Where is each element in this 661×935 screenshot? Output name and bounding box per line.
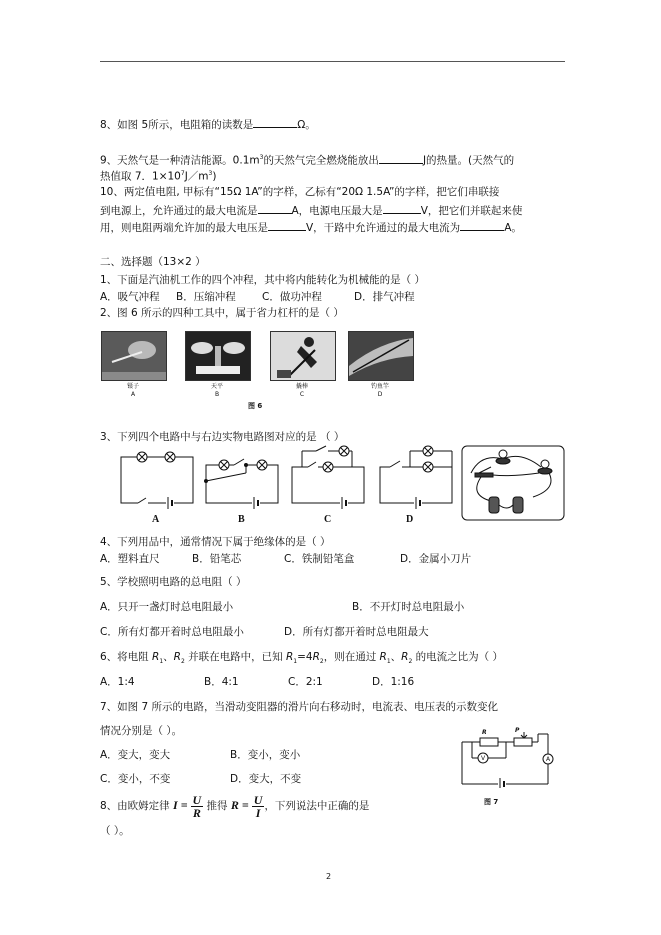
option-d[interactable]: D．变大，不变 bbox=[230, 773, 302, 785]
caption-b: 天平 B bbox=[210, 383, 223, 398]
option-a[interactable]: A．只开一盏灯时总电阻最小 bbox=[100, 601, 234, 613]
answer-blank[interactable] bbox=[268, 220, 306, 231]
question-8: 8、如图 5所示，电阻箱的读数是 Ω。 bbox=[100, 119, 316, 131]
option-b[interactable]: B．压缩冲程 bbox=[176, 291, 236, 303]
option-a[interactable]: A．吸气冲程 bbox=[100, 291, 160, 303]
option-c[interactable]: C．做功冲程 bbox=[262, 291, 322, 303]
option-b[interactable]: B．不开灯时总电阻最小 bbox=[352, 601, 465, 613]
choice-question-8: 8、由欧姆定律 I = $\frac{U}{R}$ 推得 R = $\frac{U}{I}$ ，下列说法中正确的是 bbox=[100, 792, 370, 820]
choice-6-options bbox=[100, 675, 414, 689]
page-number: 2 bbox=[326, 872, 332, 881]
option-d[interactable]: D．1:16 bbox=[372, 676, 415, 688]
ohm-fraction-2: $\frac{U}{I}$ bbox=[253, 792, 263, 820]
choice-1-options bbox=[100, 290, 415, 304]
section-title: 二、选择题（13×2 ） bbox=[100, 256, 206, 268]
choice-question-2: 2、图 6 所示的四种工具中，属于省力杠杆的是（ ） bbox=[100, 307, 344, 319]
ohm-fraction-1: $\frac{U}{R}$ bbox=[192, 792, 202, 820]
question-9-line-2: 热值取 7．$1\times 10^7J/m^3$) bbox=[100, 170, 217, 183]
choice-question-4: 4、下列用品中，通常情况下属于绝缘体的是（ ） bbox=[100, 536, 331, 548]
caption-c: 撬棒 C bbox=[295, 383, 308, 398]
choice-5-options-cd bbox=[100, 625, 429, 639]
circuit-b bbox=[202, 451, 282, 509]
choice-5-options-ab bbox=[100, 600, 464, 614]
option-c[interactable]: C．变小，不变 bbox=[100, 773, 171, 785]
question-10-line-3: 用，则电阻两端允许加的最大电压是 V，干路中允许通过的最大电流为 A。 bbox=[100, 222, 522, 234]
fig7-p-label: P bbox=[515, 727, 520, 734]
choice-question-3: 3、下列四个电路中与右边实物电路图对应的是 （ ） bbox=[100, 431, 345, 443]
caption-a: 镊子 A bbox=[126, 383, 139, 398]
ammeter-label: A bbox=[546, 756, 551, 763]
option-d[interactable]: D．所有灯都开着时总电阻最大 bbox=[284, 626, 429, 638]
option-c[interactable]: C．铁制铅笔盒 bbox=[284, 553, 355, 565]
circuit-a bbox=[118, 451, 196, 509]
choice-question-6: 6、将电阻 $R_1$、$R_2$ 并联在电路中，已知 $R_1=4R_2$，则在通过 $R_1$、$R_2$ 的电流之比为（ ） bbox=[100, 651, 503, 666]
figure-6-label: 图 6 bbox=[248, 402, 263, 410]
figure-7-circuit bbox=[458, 728, 554, 788]
circuit-d bbox=[376, 445, 456, 509]
choice-question-1: 1、下面是汽油机工作的四个冲程，其中将内能转化为机械能的是（ ） bbox=[100, 274, 426, 286]
choice-7-options-ab bbox=[100, 748, 300, 762]
header-rule bbox=[100, 61, 565, 62]
option-c[interactable]: C．2:1 bbox=[288, 676, 323, 688]
circuit-label-a: A bbox=[152, 514, 160, 525]
answer-blank[interactable] bbox=[460, 220, 504, 231]
balance-photo bbox=[185, 331, 251, 381]
option-d[interactable]: D．金属小刀片 bbox=[400, 553, 472, 565]
choice-question-8-line-2: （ ）。 bbox=[100, 825, 130, 837]
option-b[interactable]: B．4:1 bbox=[204, 676, 239, 688]
crowbar-photo bbox=[270, 331, 336, 381]
choice-question-7-line-1: 7、如图 7 所示的电路，当滑动变阻器的滑片向右移动时，电流表、电压表的示数变化 bbox=[100, 701, 499, 713]
choice-7-options-cd bbox=[100, 772, 301, 786]
circuit-label-d: D bbox=[406, 514, 414, 525]
choice-question-7-line-2: 情况分别是（ ）。 bbox=[100, 725, 183, 737]
option-a[interactable]: A．1:4 bbox=[100, 676, 135, 688]
option-a[interactable]: A．塑料直尺 bbox=[100, 553, 160, 565]
fishing-rod-photo bbox=[348, 331, 414, 381]
answer-blank[interactable] bbox=[383, 203, 421, 214]
caption-d: 钓鱼竿 D bbox=[370, 383, 389, 398]
option-b[interactable]: B．变小，变小 bbox=[230, 749, 301, 761]
option-d[interactable]: D．排气冲程 bbox=[354, 291, 415, 303]
figure-7-label: 图 7 bbox=[484, 798, 499, 806]
answer-blank[interactable] bbox=[379, 153, 423, 164]
option-c[interactable]: C．所有灯都开着时总电阻最小 bbox=[100, 626, 244, 638]
circuit-label-b: B bbox=[238, 514, 245, 525]
tweezers-photo bbox=[101, 331, 167, 381]
question-10-line-2: 到电源上，允许通过的最大电流是 A，电源电压最大是 V，把它们并联起来使 bbox=[100, 205, 523, 217]
choice-4-options bbox=[100, 552, 471, 566]
fig7-r-label: R bbox=[482, 729, 487, 736]
choice-question-5: 5、学校照明电路的总电阻（ ） bbox=[100, 576, 247, 588]
voltmeter-label: V bbox=[481, 755, 486, 762]
physical-circuit bbox=[461, 445, 565, 521]
option-b[interactable]: B．铅笔芯 bbox=[192, 553, 242, 565]
answer-blank[interactable] bbox=[258, 203, 292, 214]
question-9-line-1: 9、天然气是一种清洁能源。$0.1m^3$的天然气完全燃烧能放出 J的热量。(天然气的 bbox=[100, 154, 515, 167]
question-10-line-1: 10、两定值电阻, 甲标有“15Ω 1A”的字样，乙标有“20Ω 1.5A”的字样，把它们串联接 bbox=[100, 186, 500, 198]
answer-blank[interactable] bbox=[253, 117, 297, 128]
circuit-c bbox=[288, 445, 368, 509]
circuit-label-c: C bbox=[324, 514, 332, 525]
option-a[interactable]: A．变大，变大 bbox=[100, 749, 171, 761]
